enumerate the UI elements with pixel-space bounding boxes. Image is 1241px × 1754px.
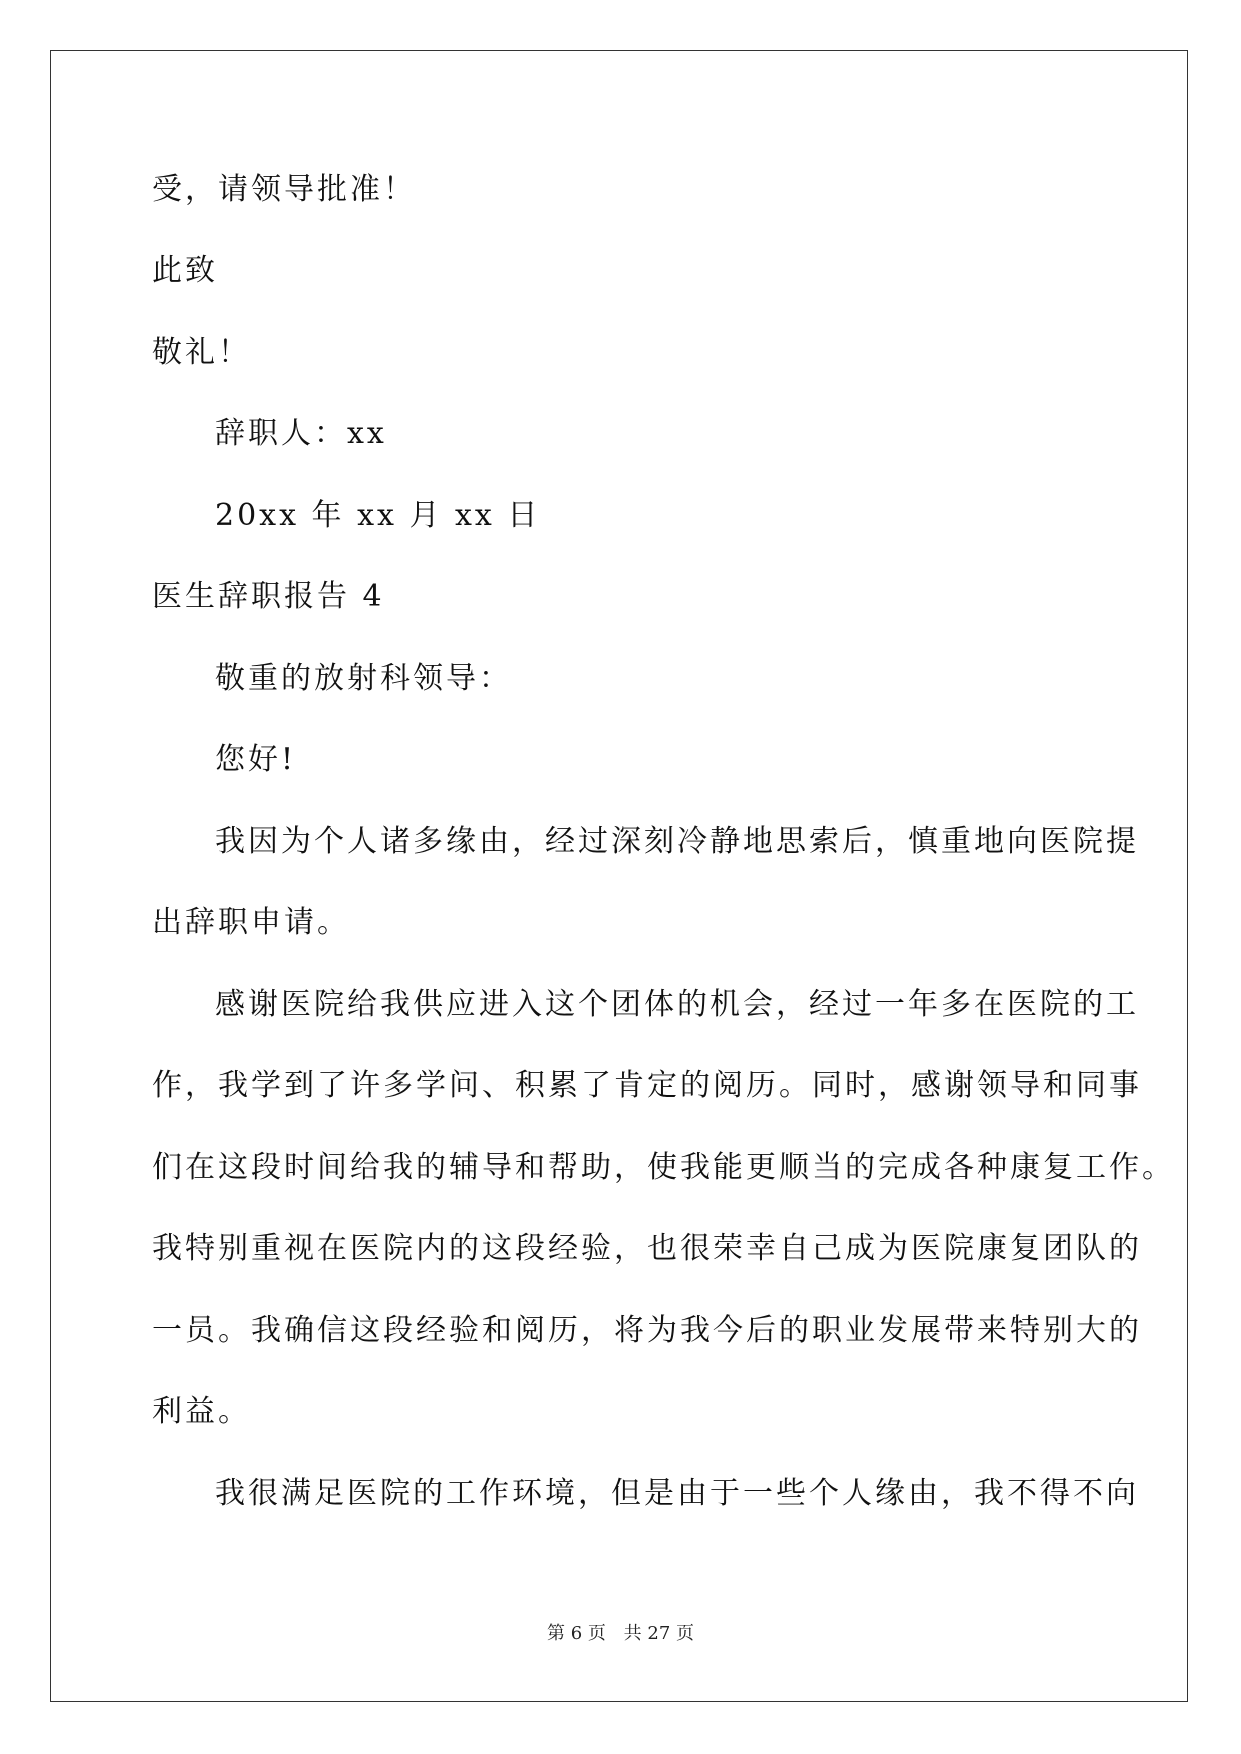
date-line: 20xx 年 xx 月 xx 日 — [215, 498, 541, 533]
text-line: 此致 — [152, 253, 218, 288]
text-line: 敬礼！ — [152, 335, 251, 370]
text-line: 受，请领导批准！ — [152, 172, 416, 207]
salutation: 敬重的放射科领导： — [215, 661, 512, 696]
section-heading: 医生辞职报告 4 — [152, 579, 385, 614]
greeting: 您好! — [215, 742, 297, 777]
page-count: 共 27 页 — [623, 1623, 694, 1644]
text-line: 作，我学到了许多学问、积累了肯定的阅历。同时，感谢领导和同事 — [152, 1068, 1142, 1103]
page-number: 第 6 页 — [547, 1623, 606, 1644]
text-line: 感谢医院给我供应进入这个团体的机会，经过一年多在医院的工 — [215, 987, 1139, 1022]
text-line: 利益。 — [152, 1394, 251, 1429]
page-footer — [0, 1622, 1241, 1646]
signature-line: 辞职人：xx — [215, 416, 387, 451]
page-border — [50, 50, 1188, 1702]
text-line: 我很满足医院的工作环境，但是由于一些个人缘由，我不得不向 — [215, 1476, 1139, 1511]
text-line: 出辞职申请。 — [152, 905, 350, 940]
text-line: 我因为个人诸多缘由，经过深刻冷静地思索后，慎重地向医院提 — [215, 824, 1139, 859]
text-line: 们在这段时间给我的辅导和帮助，使我能更顺当的完成各种康复工作。 — [152, 1150, 1175, 1185]
text-line: 我特别重视在医院内的这段经验，也很荣幸自己成为医院康复团队的 — [152, 1231, 1142, 1266]
text-line: 一员。我确信这段经验和阅历，将为我今后的职业发展带来特别大的 — [152, 1313, 1142, 1348]
